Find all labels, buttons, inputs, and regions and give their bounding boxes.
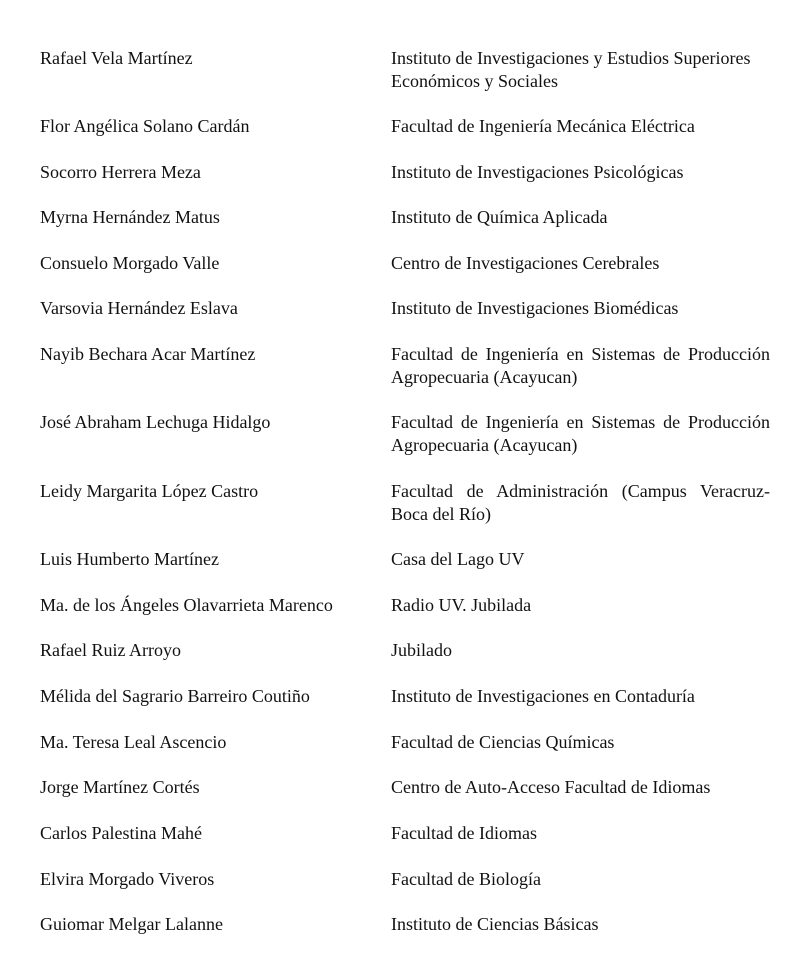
member-institution: Facultad de Administración (Campus Veracruz-Boca del Río) <box>391 481 770 524</box>
member-name: Ma. Teresa Leal Ascencio <box>40 732 227 752</box>
member-name: José Abraham Lechuga Hidalgo <box>40 412 271 432</box>
member-institution: Centro de Investigaciones Cerebrales <box>391 253 660 273</box>
member-institution: Facultad de Idiomas <box>391 823 537 843</box>
member-name: Carlos Palestina Mahé <box>40 823 202 843</box>
member-name: Luis Humberto Martínez <box>40 549 219 569</box>
member-name: Jorge Martínez Cortés <box>40 777 200 797</box>
member-institution: Centro de Auto-Acceso Facultad de Idiomas <box>391 777 711 797</box>
member-institution: Facultad de Ingeniería en Sistemas de Producción Agropecuaria (Acayucan) <box>391 412 770 455</box>
member-institution: Casa del Lago UV <box>391 549 525 569</box>
member-name: Ma. de los Ángeles Olavarrieta Marenco <box>40 595 333 615</box>
member-name: Leidy Margarita López Castro <box>40 481 259 501</box>
member-institution: Facultad de Ingeniería Mecánica Eléctrica <box>391 116 695 136</box>
member-institution: Instituto de Investigaciones en Contaduría <box>391 686 695 706</box>
member-name: Elvira Morgado Viveros <box>40 869 215 889</box>
member-institution: Facultad de Biología <box>391 869 541 889</box>
member-name: Myrna Hernández Matus <box>40 207 220 227</box>
member-name: Rafael Vela Martínez <box>40 48 193 68</box>
member-name: Varsovia Hernández Eslava <box>40 298 238 318</box>
member-institution: Instituto de Investigaciones Psicológicas <box>391 162 684 182</box>
member-institution: Instituto de Investigaciones y Estudios Superiores Económicos y Sociales <box>391 48 751 91</box>
member-name: Rafael Ruiz Arroyo <box>40 640 181 660</box>
member-institution: Facultad de Ingeniería en Sistemas de Producción Agropecuaria (Acayucan) <box>391 344 770 387</box>
member-institution: Instituto de Investigaciones Biomédicas <box>391 298 679 318</box>
member-institution: Radio UV. Jubilada <box>391 595 532 615</box>
member-name: Consuelo Morgado Valle <box>40 253 220 273</box>
member-name: Socorro Herrera Meza <box>40 162 201 182</box>
member-institution: Facultad de Ciencias Químicas <box>391 732 615 752</box>
member-name: Nayib Bechara Acar Martínez <box>40 344 256 364</box>
member-institution: Jubilado <box>391 640 452 660</box>
member-institution: Instituto de Química Aplicada <box>391 207 608 227</box>
member-name: Flor Angélica Solano Cardán <box>40 116 250 136</box>
member-name: Mélida del Sagrario Barreiro Coutiño <box>40 686 310 706</box>
member-institution: Instituto de Ciencias Básicas <box>391 914 599 934</box>
member-name: Guiomar Melgar Lalanne <box>40 914 223 934</box>
